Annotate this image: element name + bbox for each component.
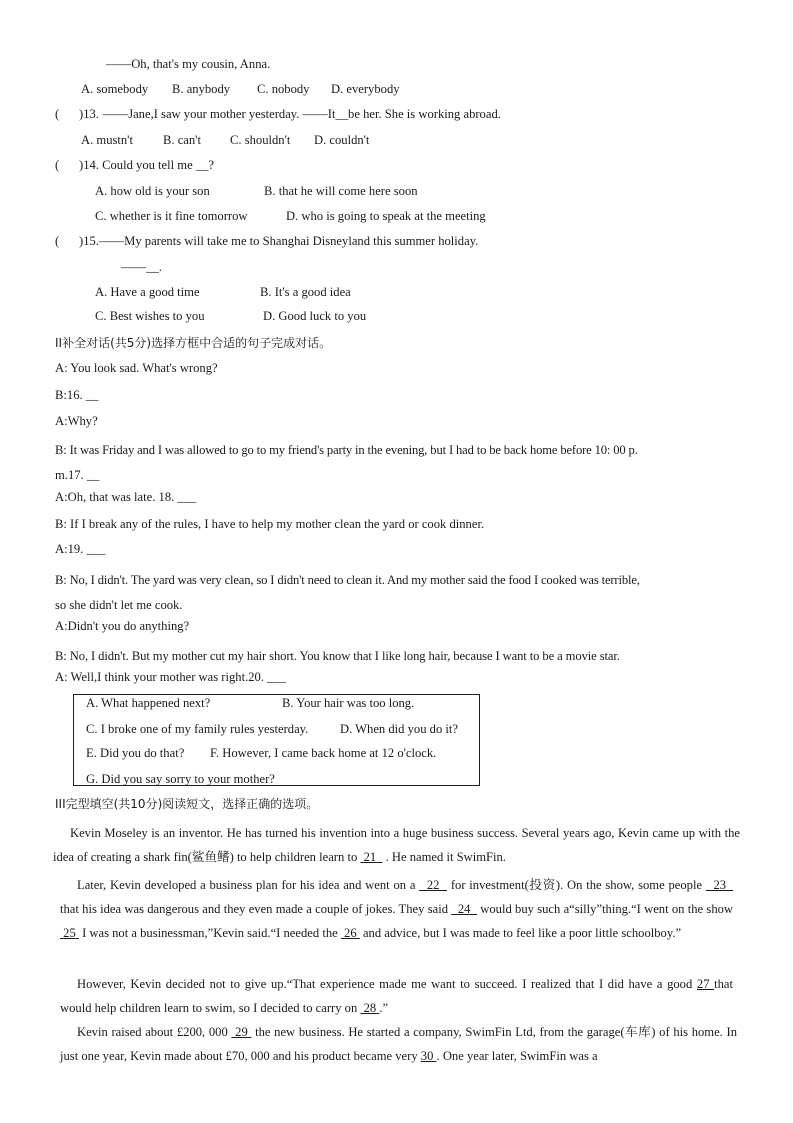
box-option-d: D. When did you do it? [340,722,458,736]
q14-text: )14. Could you tell me __? [79,158,215,172]
blank-30: 30 [420,1049,434,1063]
q14-option-d: D. who is going to speak at the meeting [286,209,486,223]
dialog-line: B: It was Friday and I was allowed to go to my friend's party in the evening, but I had to be back home before 10: 00 p. [55,443,638,457]
q15-option-c: C. Best wishes to you [95,309,205,323]
part3-heading: III完型填空(共10分)阅读短文，选择正确的选项。 [55,797,319,811]
dialog-line: B: No, I didn't. The yard was very clean, so I didn't need to clean it. And my mother said the food I cooked was terrible, [55,573,640,587]
q13-paren: ( [55,107,60,121]
dialog-line: B: No, I didn't. But my mother cut my hair short. You know that I like long hair, because I want to be a movie star. [55,649,620,663]
q13-text: ——Jane,I saw your mother yesterday. ——It__be her. She is working abroad. [103,107,501,121]
q13-option-d: D. couldn't [314,133,370,147]
blank-24: 24 [457,902,471,916]
q12-option-b: B. anybody [172,82,231,96]
dialog-line: A:Oh, that was late. 18. ___ [55,490,197,504]
blank-29: 29 [235,1025,248,1039]
q15-text: )15.——My parents will take me to Shanghai Disneyland this summer holiday. [79,234,479,248]
blank-26: 26 [344,926,357,940]
q13-number: )13. [79,107,99,121]
dialog-line: A: Well,I think your mother was right.20. ___ [55,670,287,684]
q13-option-b: B. can't [163,133,201,147]
dialog-line: so she didn't let me cook. [55,598,183,612]
q12-option-c: C. nobody [257,82,310,96]
dialog-line: A:19. ___ [55,542,106,556]
q15-option-d: D. Good luck to you [263,309,367,323]
box-option-b: B. Your hair was too long. [282,696,415,710]
blank-27: 27 [696,977,710,991]
dialog-line: B: If I break any of the rules, I have to help my mother clean the yard or cook dinner. [55,517,485,531]
q15-paren: ( [55,234,60,248]
box-option-c: C. I broke one of my family rules yesterday. [86,722,309,736]
dialog-line: m.17. __ [55,468,100,482]
box-option-f: F. However, I came back home at 12 o'clock. [210,746,437,760]
q12-option-a: A. somebody [81,82,149,96]
blank-22: 22 [426,878,440,892]
q12-reply: ——Oh, that's my cousin, Anna. [106,57,271,71]
passage-paragraph-3: However, Kevin decided not to give up.“That experience made me want to succeed. I realized that I did have a good 27 that would help children learn to swim, so I decided to carry on 28 .” [60,977,733,1015]
answer-options-box [73,694,480,786]
q13-option-a: A. mustn't [81,133,133,147]
q14-paren: ( [55,158,60,172]
passage-paragraph-2: Later, Kevin developed a business plan for his idea and went on a 22 for investment(投资). On the show, some people 23 that his idea was dangerous and they even made a couple of jokes. They said 24 would buy such a“silly”thing.“I went on the show 25 I was not a businessman,”Kevin said.“I needed the 26 and advice, but I was made to feel like a poor little schoolboy.” [60,878,734,940]
dialog-line: A: You look sad. What's wrong? [55,361,218,375]
q12-option-d: D. everybody [331,82,400,96]
q15-reply: ——__. [121,260,162,274]
blank-23: 23 [713,878,727,892]
blank-28: 28 [363,1001,377,1015]
part2-heading: II补全对话(共5分)选择方框中合适的句子完成对话。 [55,336,332,350]
dialog-line: A:Didn't you do anything? [55,619,190,633]
q14-option-b: B. that he will come here soon [264,184,418,198]
q14-option-c: C. whether is it fine tomorrow [95,209,248,223]
box-option-g: G. Did you say sorry to your mother? [86,772,275,786]
dialog-line: B:16. __ [55,388,99,402]
q13-option-c: C. shouldn't [230,133,291,147]
q15-option-b: B. It's a good idea [260,285,351,299]
dialog-line: A:Why? [55,414,98,428]
q15-option-a: A. Have a good time [95,285,200,299]
blank-25: 25 [63,926,76,940]
q14-option-a: A. how old is your son [95,184,210,198]
blank-21: 21 [363,850,377,864]
passage-paragraph-4: Kevin raised about £200, 000 29 the new business. He started a company, SwimFin Ltd, from the garage(车库) of his home. In just one year, Kevin made about £70, 000 and his product became very 30 . One year later, SwimFin was a [60,1025,738,1063]
box-option-a: A. What happened next? [86,696,211,710]
box-option-e: E. Did you do that? [86,746,185,760]
passage-paragraph-1: Kevin Moseley is an inventor. He has turned his invention into a huge business success. Several years ago, Kevin came up with the idea of creating a shark fin(鲨鱼鳍) to help children learn to 21 . He named it SwimFin. [53,826,740,864]
